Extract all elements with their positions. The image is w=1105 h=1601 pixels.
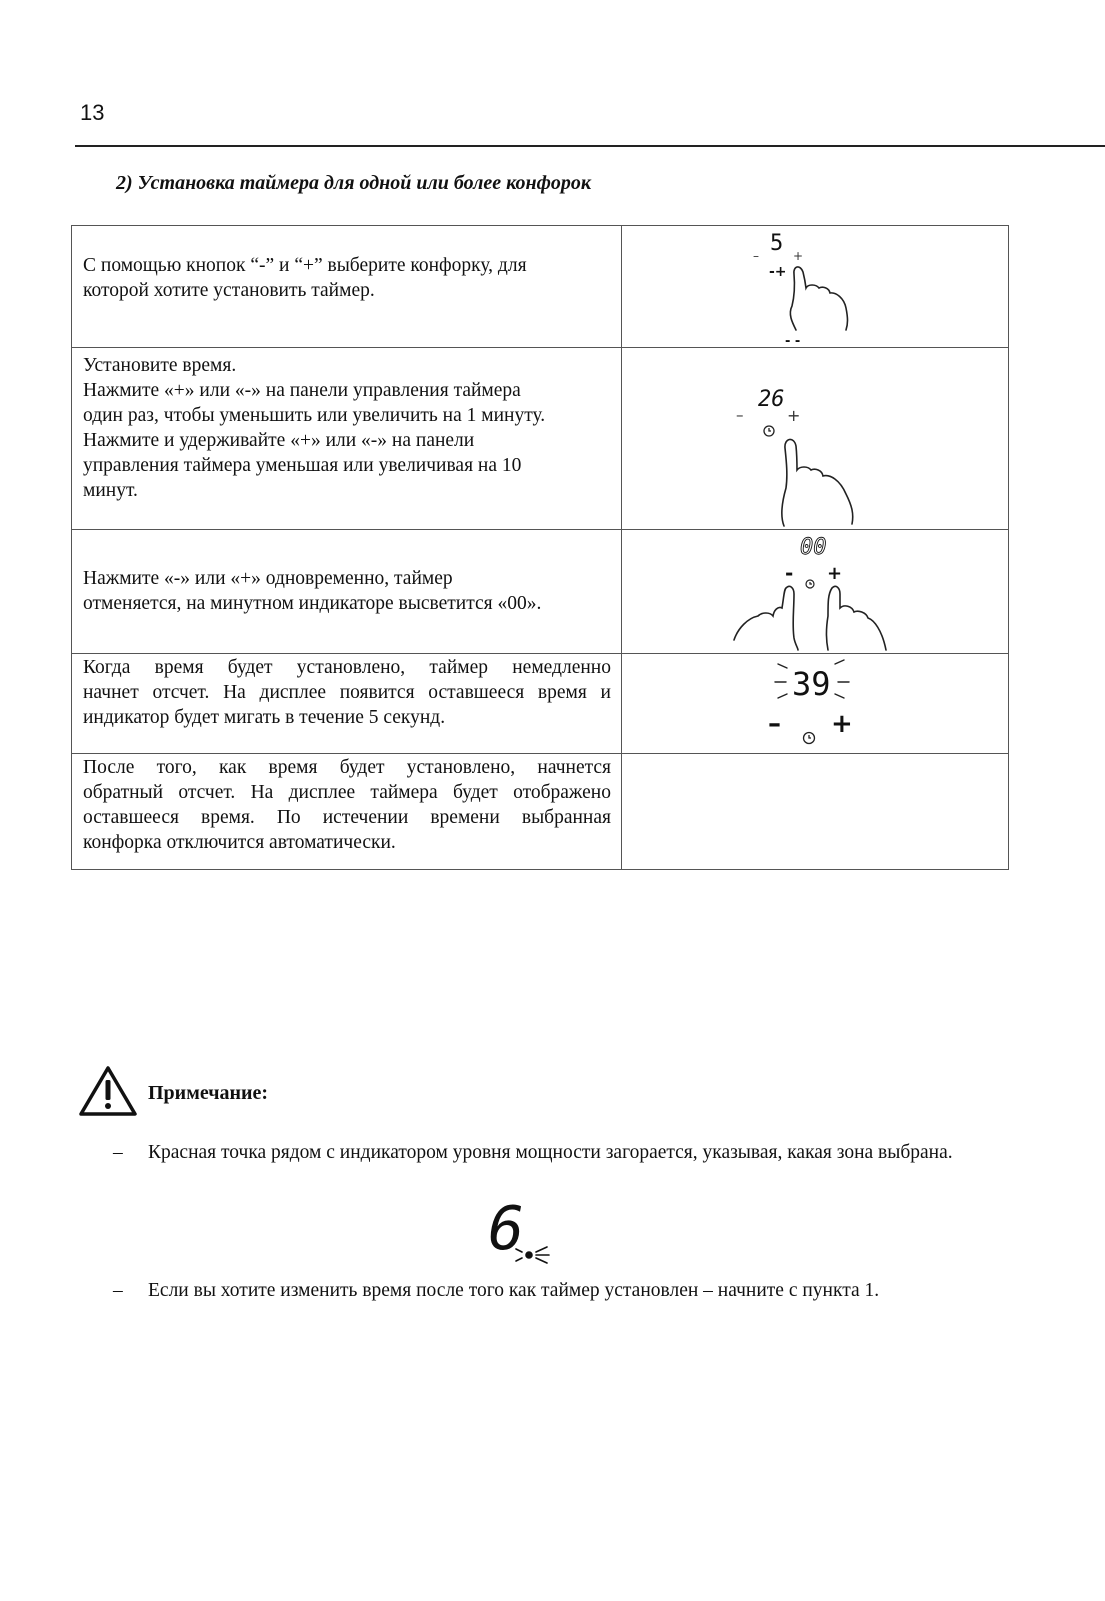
text-line: конфорка отключится автоматически.: [83, 832, 396, 853]
table-row: [72, 348, 1009, 530]
text-line: обратный отсчет. На дисплее таймера будет отображено: [83, 782, 611, 803]
header-rule: [75, 145, 1105, 147]
step-4-text: [72, 654, 622, 754]
cancel-timer-figure: [622, 530, 1008, 652]
step-2-illustration: [622, 348, 1009, 530]
power-level-digit: 6: [488, 1195, 525, 1264]
page-number: 13: [80, 100, 105, 125]
bullet-dash: –: [113, 1280, 123, 1301]
text-line: Когда время будет установлено, таймер немедленно: [83, 657, 611, 678]
minus-label: –: [736, 406, 744, 424]
step-5-text: [72, 754, 622, 870]
minus-label: -: [785, 561, 794, 585]
timer-display: 26: [758, 387, 785, 412]
table-row: [72, 754, 1009, 870]
table-row: [72, 530, 1009, 654]
zone-indicators: - -: [785, 334, 801, 346]
right-finger-icon: [827, 586, 887, 650]
left-finger-icon: [734, 586, 798, 650]
warning-icon: [78, 1065, 138, 1117]
note-title: Примечание:: [148, 1082, 269, 1104]
step-1-illustration: [622, 226, 1009, 348]
finger-press-icon: [790, 267, 847, 330]
table-row: [72, 654, 1009, 754]
minus-label: –: [753, 249, 759, 263]
step-1-text: [72, 226, 622, 348]
bullet-dash: –: [113, 1142, 123, 1163]
text-line: которой хотите установить таймер.: [83, 280, 375, 301]
text-line: Нажмите «+» или «-» на панели управления таймера: [83, 380, 521, 401]
step-3-illustration: [622, 530, 1009, 654]
text-line: управления таймера уменьшая или увеличивая на 10: [83, 455, 522, 476]
text-line: Нажмите и удерживайте «+» или «-» на панели: [83, 430, 475, 451]
minus-label: –: [768, 709, 781, 739]
plus-label: +: [787, 406, 801, 425]
text-line: начнет отсчет. На дисплее появится оставшееся время и: [83, 682, 611, 703]
table-row: [72, 226, 1009, 348]
clock-icon: [806, 580, 814, 588]
text-line: один раз, чтобы уменьшить или увеличить на 1 минуту.: [83, 405, 546, 426]
plus-label: +: [831, 709, 853, 739]
clock-icon: [804, 733, 815, 744]
zone-display: 5: [770, 231, 784, 256]
bullet-text: Если вы хотите изменить время после того как таймер установлен – начните с пункта 1.: [148, 1280, 880, 1301]
text-line: После того, как время будет установлено, начнется: [83, 757, 611, 778]
set-time-figure: [622, 348, 1008, 528]
timer-display: 00: [800, 535, 827, 560]
power-level-indicator: [486, 1195, 556, 1267]
minus-plus-buttons: -+: [769, 264, 787, 280]
bullet-text: Красная точка рядом с индикатором уровня мощности загорается, указывая, какая зона выбрана.: [148, 1142, 953, 1163]
text-line: С помощью кнопок “-” и “+” выберите конфорку, для: [83, 255, 527, 276]
step-4-illustration: [622, 654, 1009, 754]
step-3-text: [72, 530, 622, 654]
clock-icon: [764, 426, 774, 436]
step-5-empty-cell: [622, 754, 1009, 870]
text-line: оставшееся время. По истечении времени выбранная: [83, 807, 611, 828]
timer-display: 39: [792, 665, 831, 703]
step-2-text: [72, 348, 622, 530]
list-item: [113, 1138, 1008, 1167]
text-line: минут.: [83, 480, 138, 501]
text-line: Установите время.: [83, 355, 237, 376]
text-line: Нажмите «-» или «+» одновременно, таймер: [83, 568, 453, 589]
text-line: индикатор будет мигать в течение 5 секунд.: [83, 707, 446, 728]
plus-label: +: [827, 563, 843, 584]
list-item: [113, 1276, 1008, 1305]
finger-press-icon: [782, 439, 853, 526]
steps-table: [71, 225, 1009, 870]
countdown-figure: [622, 654, 1008, 752]
plus-label: +: [793, 249, 804, 263]
text-line: отменяется, на минутном индикаторе высветится «00».: [83, 593, 542, 614]
select-zone-figure: [622, 226, 1008, 346]
section-title: 2) Установка таймера для одной или более конфорок: [116, 172, 592, 194]
